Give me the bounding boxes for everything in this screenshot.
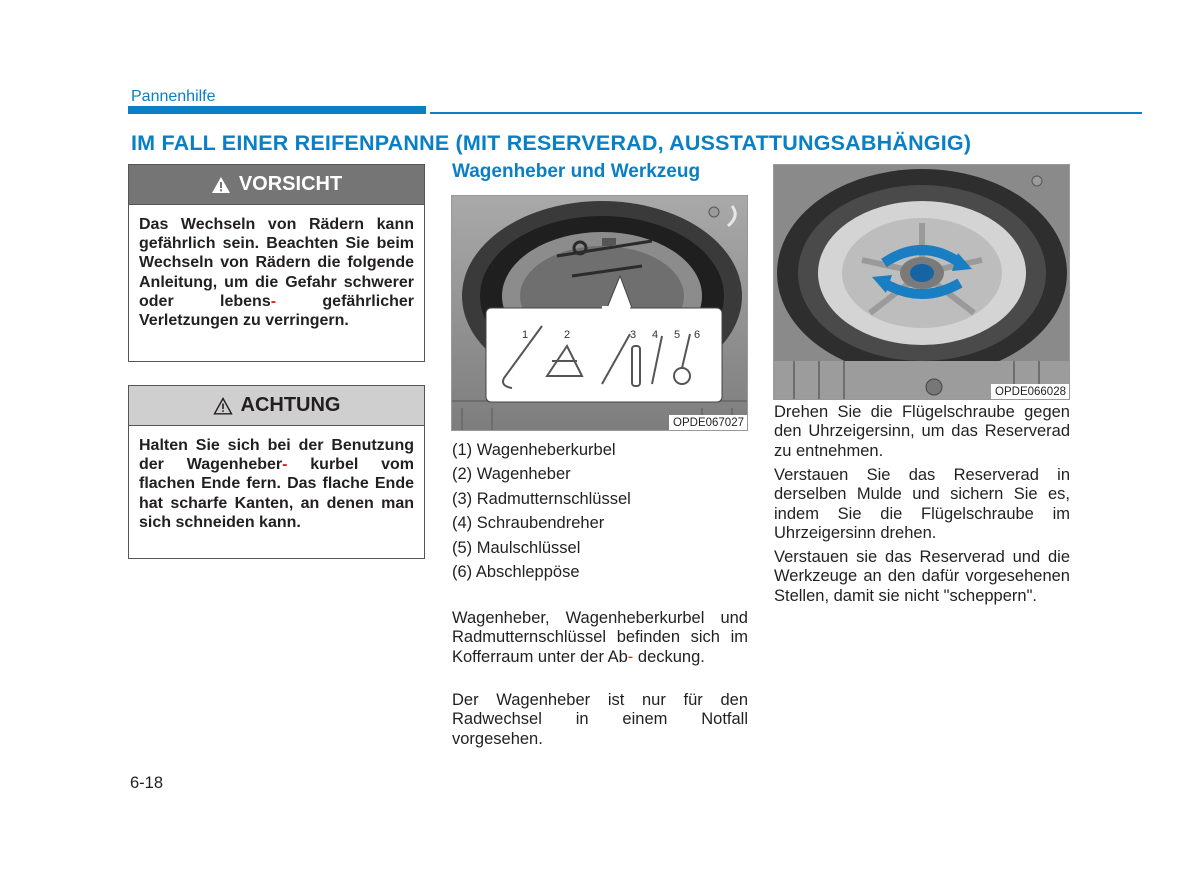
tools-list [452,438,631,584]
list-item: (3) Radmutternschlüssel [452,489,631,508]
warning-triangle-icon [211,176,231,194]
spare-paragraph-store: Verstauen Sie das Reserverad in derselben Mulde und sichern Sie es, indem Sie die Flügelschraube im Uhrzeigersinn drehen. [774,466,1070,543]
spare-paragraph-remove: Drehen Sie die Flügelschraube gegen den Uhrzeigersinn, um das Reserverad zu entnehmen. [774,403,1070,460]
achtung-text: Halten Sie sich bei der Benutzung der Wagenheber- kurbel vom flachen Ende fern. Das flache Ende hat scharfe Kanten, an denen man sich schneiden kann. [139,437,415,531]
list-item: (5) Maulschlüssel [452,538,581,557]
tool-number-5: 5 [674,329,681,341]
header-bar-thin [430,112,1142,114]
achtung-header [129,386,424,426]
tool-number-4: 4 [652,329,659,341]
list-item: (1) Wagenheberkurbel [452,441,616,459]
header-bar-thick [128,106,426,114]
list-item: (6) Abschleppöse [452,563,580,582]
tools-subtitle: Wagenheber und Werkzeug [452,161,701,182]
tool-number-1: 1 [522,329,529,341]
list-item: (4) Schraubendreher [452,514,605,533]
page-title: IM FALL EINER REIFENPANNE (MIT RESERVERAD, AUSSTATTUNGSABHÄNGIG) [131,131,972,155]
section-label: Pannenhilfe [131,88,216,105]
tools-paragraph-purpose: Der Wagenheber ist nur für den Radwechsel in einem Notfall vorgesehen. [452,691,748,748]
vorsicht-box [128,164,425,362]
vorsicht-header [129,165,424,205]
spare-wheel-illustration [774,165,1070,400]
figure-code: OPDE066028 [991,384,1069,399]
page-number: 6-18 [130,774,164,792]
trunk-tools-illustration [452,196,748,431]
figure-code: OPDE067027 [669,415,747,430]
tool-number-3: 3 [630,329,637,341]
tools-paragraph-location: Wagenheber, Wagenheberkurbel und Radmutternschlüssel befinden sich im Kofferraum unter der Ab- deckung. [452,609,748,666]
tool-number-6: 6 [694,329,701,341]
vorsicht-label: VORSICHT [238,173,343,195]
achtung-box [128,385,425,559]
warning-triangle-outline-icon [213,397,233,415]
vorsicht-text: Das Wechseln von Rädern kann gefährlich sein. Beachten Sie beim Wechseln von Rädern die folgende Anleitung, um die Gefahr schwerer oder lebens- gefährlicher Verletzungen zu verringern. [139,216,414,330]
spare-paragraph-secure: Verstauen sie das Reserverad und die Werkzeuge an den dafür vorgesehenen Stellen, damit sie nicht "scheppern". [774,548,1070,605]
tools-figure [451,195,748,431]
spare-wheel-figure [773,164,1070,400]
achtung-label: ACHTUNG [240,394,341,416]
tool-number-2: 2 [564,329,571,341]
list-item: (2) Wagenheber [452,465,571,484]
